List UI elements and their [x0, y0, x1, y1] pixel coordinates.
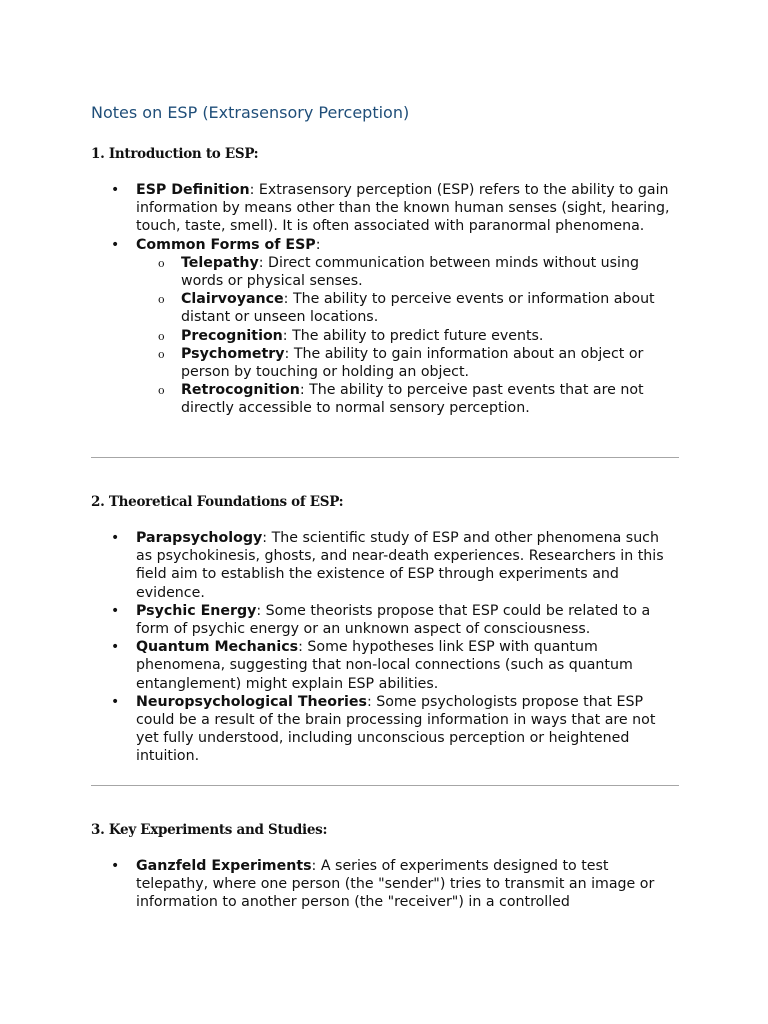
item-term: Parapsychology — [136, 530, 263, 546]
bullet-icon: • — [111, 236, 120, 253]
bullet-icon: • — [111, 639, 120, 656]
list-item — [91, 638, 679, 693]
item-text: : Some hypotheses link ESP with quantum phenomena, suggesting that non-local connections (such as quantum entanglement) might explain ESP abilities. — [136, 639, 633, 692]
sub-list-item — [136, 327, 679, 345]
sub-list-item — [136, 345, 679, 381]
section-divider — [91, 457, 679, 458]
section-heading: 3. Key Experiments and Studies: — [91, 822, 328, 838]
item-term: Ganzfeld Experiments — [136, 858, 312, 874]
item-text: : The scientific study of ESP and other phenomena such as psychokinesis, ghosts, and near-death experiences. Researchers in this field aim to establish the existence of ESP through experiments and evidence. — [136, 530, 664, 601]
list-item — [91, 602, 679, 638]
list-item — [91, 693, 679, 766]
list-item — [91, 857, 679, 912]
sub-list-item — [136, 290, 679, 326]
list-item — [91, 529, 679, 602]
sub-bullet-list — [136, 254, 679, 418]
sub-item-text: : The ability to gain information about an object or person by touching or holding an object. — [181, 345, 644, 381]
bullet-icon: • — [111, 858, 120, 874]
circle-bullet-icon: o — [158, 256, 165, 270]
sub-list-item — [136, 381, 679, 417]
section-heading: 1. Introduction to ESP: — [91, 146, 259, 162]
list-item — [91, 236, 679, 418]
section-heading: 2. Theoretical Foundations of ESP: — [91, 494, 344, 510]
bullet-icon: • — [111, 182, 120, 198]
sub-item-term: Telepathy — [181, 254, 259, 271]
sub-item-term: Precognition — [181, 327, 283, 344]
bullet-list — [91, 857, 679, 912]
bullet-icon: • — [111, 602, 120, 619]
item-term: Psychic Energy — [136, 602, 257, 619]
list-item — [91, 181, 679, 236]
document-title: Notes on ESP (Extrasensory Perception) — [91, 103, 410, 122]
sub-list-item — [136, 254, 679, 290]
item-text: : Extrasensory perception (ESP) refers to the ability to gain information by means other than the known human senses (sight, hearing, touch, taste, smell). It is often associated with paranormal phenomena. — [136, 182, 670, 235]
sub-item-term: Psychometry — [181, 345, 285, 362]
section-divider — [91, 785, 679, 786]
bullet-list — [91, 529, 679, 766]
sub-item-term: Clairvoyance — [181, 291, 284, 308]
circle-bullet-icon: o — [158, 384, 165, 398]
item-text: : A series of experiments designed to test telepathy, where one person (the "sender") tries to transmit an image or information to another person (the "receiver") in a controlled — [136, 858, 655, 911]
item-text: : Some psychologists propose that ESP could be a result of the brain processing information in ways that are not yet fully understood, including unconscious perception or heightened intuition. — [136, 693, 656, 765]
sub-item-text: : The ability to perceive events or information about distant or unseen locations. — [181, 291, 655, 326]
section-introduction — [91, 146, 679, 162]
circle-bullet-icon: o — [158, 347, 165, 361]
item-text: : — [315, 236, 321, 253]
item-term: Neuropsychological Theories — [136, 693, 367, 710]
sub-item-term: Retrocognition — [181, 382, 300, 399]
circle-bullet-icon: o — [158, 293, 165, 307]
sub-item-text: : The ability to predict future events. — [282, 327, 544, 344]
section-theoretical-foundations — [91, 494, 679, 510]
circle-bullet-icon: o — [158, 329, 165, 343]
sub-item-text: : The ability to perceive past events that are not directly accessible to normal sensory perception. — [181, 382, 644, 417]
item-term: Quantum Mechanics — [136, 639, 299, 656]
item-term: ESP Definition — [136, 182, 250, 198]
item-text: : Some theorists propose that ESP could be related to a form of psychic energy or an unknown aspect of consciousness. — [136, 602, 651, 638]
bullet-icon: • — [111, 693, 120, 710]
section-key-experiments — [91, 822, 679, 838]
bullet-list — [91, 181, 679, 418]
sub-item-text: : Direct communication between minds without using words or physical senses. — [181, 254, 639, 290]
item-term: Common Forms of ESP — [136, 236, 316, 253]
bullet-icon: • — [111, 530, 120, 546]
